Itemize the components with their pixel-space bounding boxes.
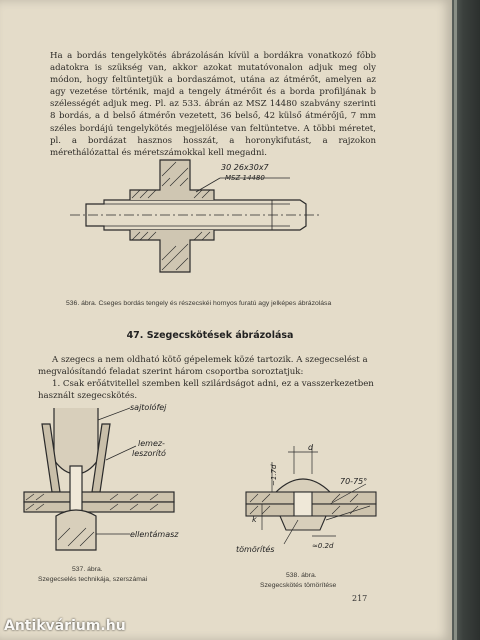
figure-537-caption-number: 537. ábra. [72,566,103,573]
page-number: 217 [352,594,368,603]
label-ellentamasz: ellentámasz [130,530,179,539]
label-1-7d: ~1.7d [270,464,278,486]
figure-536-caption: 536. ábra. Cseges bordás tengely és részecskéi hornyos furatú agy jelképes ábrázolása [66,300,332,307]
figure-538-caption-text: Szegecskötés tömörítése [260,582,337,589]
section-heading: 47. Szegecskötések ábrázolása [126,330,294,341]
label-sajtolofej: sajtolófej [130,403,167,412]
watermark: Antikvárium.hu [4,618,126,634]
rivet-group-1-text: 1. Csak erőátvitellel szemben kell szilárdságot adni, ez a vasszerkezetben használt szegecskötés. [38,379,374,402]
paragraph-rivets [38,354,376,402]
label-k: k [252,515,257,524]
label-0-2d: ≈0.2d [312,542,334,550]
spine-edge [454,0,457,640]
label-tomorites: tömörítés [236,545,275,554]
figure-537-riveting-technique [20,400,210,560]
callout-spline-spec: 30 26x30x7 [221,163,269,172]
figure-538-caption-number: 538. ábra. [286,572,317,579]
label-d: d [308,443,314,452]
figure-536-callout [215,158,335,198]
figure-537-caption-text: Szegecselés technikája, szerszámai [38,576,148,583]
book-spine [452,0,480,640]
label-lemez: lemez- [138,439,165,448]
figure-538-rivet-compaction [236,440,396,570]
callout-standard: MSZ 14480 [225,174,265,182]
paragraph-splined-shaft: Ha a bordás tengelykötés ábrázolásán kívül a bordákra vonatkozó főbb adatokra is szükség van, akkor azokat mutatóvonalon adjuk meg oly módon, hogy feltüntetjük a bordaszámot, utána az átmérőt, amelyen az agy vezetése történik, majd a tengely átmérőit és a borda profiljának b szélességét adjuk meg. Pl. az 533. ábrán az MSZ 14480 szabvány szerinti 8 bordás, a d belső átmérőn vezetett, 36 belső, 42 külső átmérőjű, 7 mm széles bordájú tengelykötés megjelölése van feltüntetve. A többi méretet, pl. a bordázat hasznos hosszát, a horonykifutást, a rajzokon mérethálózattal és méretszámokkal kell megadni. [50,51,376,158]
label-leszorito: leszorító [132,449,166,458]
label-angle: 70-75° [340,477,368,486]
rivet-intro-text: A szegecs a nem oldható kötő gépelemek közé tartozik. A szegecselést a megvalósítandó feladat szerint három csoportba soroztatjuk: [38,355,368,378]
